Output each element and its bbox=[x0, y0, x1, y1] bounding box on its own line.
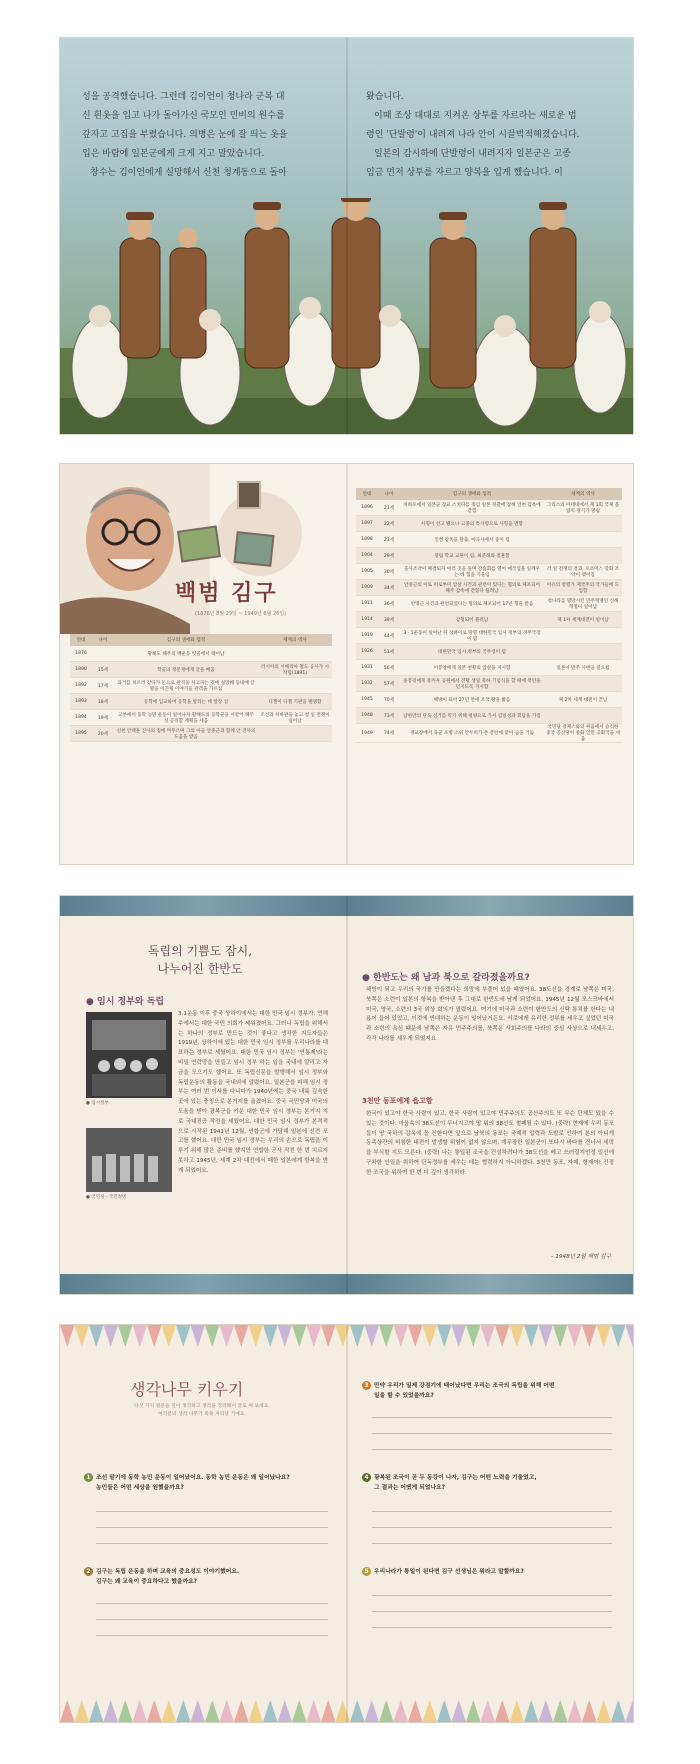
answer-line[interactable] bbox=[372, 1595, 612, 1596]
table-cell: 동학에 입교하여 동학을 알리는 데 앞장 섬 bbox=[114, 694, 258, 710]
border-triangle bbox=[437, 1325, 452, 1347]
table-row bbox=[356, 644, 622, 660]
border-triangle bbox=[510, 1700, 525, 1722]
border-triangle bbox=[539, 1325, 554, 1347]
border-triangle bbox=[162, 1700, 177, 1722]
border-triangle bbox=[234, 1700, 249, 1722]
table-cell: 해방이 되어 27년 만에 조국 땅을 밟음 bbox=[400, 692, 544, 708]
border-triangle bbox=[89, 1325, 104, 1347]
table-cell: 인천 감옥을 탈출, 마곡사에서 중이 됨 bbox=[400, 532, 544, 548]
intro-text bbox=[112, 1403, 292, 1419]
table-cell: 73세 bbox=[378, 708, 400, 724]
question-text: 김구는 왜 교육이 중요하다고 했을까요? bbox=[96, 1579, 198, 1585]
table-row bbox=[356, 580, 622, 596]
section-title bbox=[100, 942, 300, 978]
question-5 bbox=[362, 1567, 618, 1577]
table-cell: 이봉창에게 일본 천황의 암살을 지시함 bbox=[400, 660, 544, 676]
table-row bbox=[356, 532, 622, 548]
table-cell: 1911 bbox=[356, 596, 378, 612]
timeline-table-left bbox=[70, 634, 332, 742]
table-cell: 1914 bbox=[356, 612, 378, 628]
table-cell: 18세 bbox=[92, 694, 114, 710]
col-header: 세계의 역사 bbox=[544, 488, 622, 500]
table-cell: 을사조약이 체결되자 여러 곳을 돌며 강습회를 열어 애국심을 일깨우는 데 힘을 기울임 bbox=[400, 564, 544, 580]
border-triangle bbox=[60, 1700, 75, 1722]
answer-line[interactable] bbox=[96, 1603, 328, 1604]
border-triangle bbox=[452, 1700, 467, 1722]
table-row bbox=[356, 596, 622, 612]
table-cell bbox=[258, 646, 332, 662]
border-triangle bbox=[553, 1325, 568, 1347]
border-triangle bbox=[495, 1325, 510, 1347]
answer-line[interactable] bbox=[372, 1611, 612, 1612]
table-cell: 1897 bbox=[356, 516, 378, 532]
question-text: 만약 우리가 일제 강점기에 태어났다면 우리는 조국의 독립을 위해 어떤 bbox=[374, 1383, 555, 1389]
border-triangle bbox=[292, 1325, 307, 1347]
table-cell: 안명근 사건과 관련되었다는 혐의로 체포되어 17년 형을 받음 bbox=[400, 596, 544, 612]
table-cell: 1895 bbox=[70, 726, 92, 742]
border-triangle bbox=[147, 1700, 162, 1722]
table-cell: 1892 bbox=[70, 678, 92, 694]
border-triangle bbox=[510, 1325, 525, 1347]
table-cell: 디젤이 디젤 기관을 발명함 bbox=[258, 694, 332, 710]
question-text: 조선 말기에 동학 농민 운동이 일어났어요. 동학 농민 운동은 왜 일어났나요? bbox=[96, 1475, 290, 1481]
text-line: 성을 공격했습니다. 그런데 김이언이 청나라 군복 대 bbox=[82, 92, 285, 102]
table-cell: 19세 bbox=[92, 710, 114, 726]
book-spread-4 bbox=[60, 1325, 633, 1722]
table-cell: 국민당 장제스와의 싸움에서 승리한 중국 공산당이 중화 인민 공화국을 세움 bbox=[544, 724, 622, 743]
table-row bbox=[356, 660, 622, 676]
section-heading-provisional-government: ● 임시 정부와 독립 bbox=[86, 997, 165, 1007]
table-row bbox=[356, 516, 622, 532]
question-4 bbox=[362, 1473, 618, 1493]
table-cell: 15세 bbox=[92, 662, 114, 678]
border-triangle bbox=[568, 1325, 583, 1347]
restoration-army-photo bbox=[86, 1128, 172, 1192]
table-cell: 57세 bbox=[378, 676, 400, 692]
border-triangle bbox=[611, 1325, 626, 1347]
table-cell: 1894 bbox=[70, 710, 92, 726]
table-cell: 29세 bbox=[378, 548, 400, 564]
border-triangle bbox=[539, 1700, 554, 1722]
table-cell: 대한민국 임시 정부의 국무령이 됨 bbox=[400, 644, 544, 660]
table-cell: 1896 bbox=[356, 500, 378, 516]
table-cell bbox=[544, 644, 622, 660]
page-gutter bbox=[346, 464, 348, 864]
question-text: 광복된 조국이 곧 두 동강이 나자, 김구는 어떤 노력을 기울였고, bbox=[374, 1475, 537, 1481]
border-triangle bbox=[205, 1700, 220, 1722]
col-header: 세계의 역사 bbox=[258, 634, 332, 646]
border-triangle bbox=[553, 1700, 568, 1722]
book-spread-3 bbox=[60, 896, 633, 1294]
question-text: 그 결과는 어땠게 되었나요? bbox=[374, 1485, 446, 1491]
answer-line[interactable] bbox=[96, 1619, 328, 1620]
table-cell bbox=[544, 548, 622, 564]
col-header: 연대 bbox=[356, 488, 378, 500]
page-gutter bbox=[346, 38, 348, 434]
question-text: 일을 할 수 있었을까요? bbox=[374, 1393, 434, 1399]
book-spread-2 bbox=[60, 464, 633, 864]
table-cell: 22세 bbox=[378, 516, 400, 532]
answer-line[interactable] bbox=[96, 1635, 328, 1636]
border-triangle bbox=[60, 1325, 75, 1347]
table-header-row bbox=[70, 634, 332, 646]
table-cell: 1949 bbox=[356, 724, 378, 743]
border-triangle bbox=[452, 1325, 467, 1347]
table-cell: 안중근의 이토 히로부미 암살 사건과 관련이 있다는 혐의로 체포되어 해주 감옥에 갇혔다 풀려남 bbox=[400, 580, 544, 596]
border-triangle bbox=[249, 1325, 264, 1347]
table-cell: 44세 bbox=[378, 628, 400, 644]
life-dates: (1876년 8월 29일 ~ 1949년 6월 26일) bbox=[195, 611, 287, 617]
title-line: 나누어진 한반도 bbox=[157, 962, 243, 976]
table-cell: 광림 학교 교원이 됨, 최준례와 결혼함 bbox=[400, 548, 544, 564]
border-triangle bbox=[379, 1700, 394, 1722]
question-2 bbox=[84, 1567, 334, 1587]
table-cell bbox=[544, 628, 622, 644]
table-row bbox=[356, 612, 622, 628]
border-triangle bbox=[220, 1700, 235, 1722]
table-cell: 1893 bbox=[70, 694, 92, 710]
question-number-badge: 4 bbox=[362, 1473, 371, 1482]
table-row bbox=[356, 692, 622, 708]
question-number-badge: 5 bbox=[362, 1567, 371, 1576]
border-triangle bbox=[263, 1700, 278, 1722]
table-cell: 20세 bbox=[92, 726, 114, 742]
border-triangle bbox=[365, 1700, 380, 1722]
border-triangle bbox=[104, 1325, 119, 1347]
border-triangle bbox=[191, 1700, 206, 1722]
quote-text: 한국이 있고야 한국 사람이 있고, 한국 사람이 있고야 민주주의도 공산주의도 또 무슨 단체도 있을 수 있는 것이다. 마음속의 38도선이 무너지고야 땅 위의 38선도 철폐될 수 있다. (중략) 현재에 우리 동포들이 땅 국하의 감옥에 돌 진한다면 앞으로 남북의 동포는 국제적 압력과 도발로 인하여 본의 아니게 동족상잔의 비참한 내전이 발생할 위험이 없지 않으며, 재무장한 일본군이 또다시 바다를 건너서 세력을 부식할 지도 모른다. (중략) 나는 통일된 조국을 건설하려다가 38도선을 베고 쓰러질지언정 일신에 구차한 안일을 취하여 단독정부를 세우는 데는 협력하지 아니하겠다. 3천만 동포, 자매, 형제여! 진정한 조국을 위하여 한 번 더 깊이 생각하라. bbox=[366, 1111, 614, 1176]
quote-source: – 1948년 2월 백범 김구 bbox=[550, 1254, 611, 1260]
page-gutter bbox=[346, 1325, 348, 1722]
table-cell bbox=[544, 676, 622, 692]
answer-line[interactable] bbox=[96, 1543, 328, 1544]
portrait-illustration bbox=[60, 464, 346, 634]
border-triangle bbox=[365, 1325, 380, 1347]
page-title: 생각나무 키우기 bbox=[130, 1380, 244, 1399]
text-line: 령인 '단발령'이 내려져 나라 안이 시끌벅적해졌습니다. bbox=[366, 130, 580, 140]
table-cell bbox=[544, 708, 622, 724]
title-line: 독립의 기쁨도 잠시, bbox=[147, 944, 253, 958]
border-triangle bbox=[176, 1700, 191, 1722]
section-body-text: 3.1운동 이후 중국 상하이에서는 대한 민국 임시 정부가, 연해주에서는 대한 국민 의회가 세워졌어요. 그러나 독립을 위해서는 하나의 정부로 만드는 것이 좋다고 생각한 지도자들은 1919년, 상하이에 있는 대한 민국 임시 정부를 우리나라를 대표하는 정부로 세웠어요. 대한 민국 임시 정부는 '연통제'라는 비밀 연락망을 만들고 임시 정부 하는 일을 국내에 알리고 자금을 모으기도 했어요. 또 독립신문을 발행해서 임시 정부와 독립운동의 활동을 국내외에 알렸어요. 일본군을 피해 임시 정부는 여러 번 이사를 다니다가 1940년에는 중국 내륙 깊숙한 곳에 있는 충칭으로 본거지를 옮겼어요. 중국 국민당과 미국의 도움을 받아 광복군을 키운 대한 민국 임시 정부는 본거지 지로 국내진공 작전을 세웠어요. 대한 민국 임시 정부가 본격적으로 시작된 1941년 12월, 연합군에 가담해 일본에 선전 포고를 했어요. 대한 민국 임시 정부는 우리의 손으로 독립을 이루기 위해 많은 준비를 했지만 연합한 군사 작전 한 번 치르지 못하고 1945년, 세계 2차 대전에서 패한 일본에게 항복을 받게 되었어요. bbox=[178, 1011, 328, 1174]
table-row bbox=[70, 694, 332, 710]
border-triangle bbox=[162, 1325, 177, 1347]
border-triangle bbox=[133, 1700, 148, 1722]
table-cell: 이유의 항렬가 제국주의 국가들에 도입함 bbox=[544, 580, 622, 596]
text-line: 신 흰옷을 입고 나가 돌아가신 국모인 민비의 원수를 bbox=[82, 111, 285, 121]
border-triangle bbox=[147, 1325, 162, 1347]
border-triangle bbox=[466, 1700, 481, 1722]
border-triangle bbox=[278, 1325, 293, 1347]
table-cell: 56세 bbox=[378, 660, 400, 676]
table-cell: 30세 bbox=[378, 564, 400, 580]
photo-caption: ● 국민정 - 국민정병 bbox=[86, 1195, 127, 1200]
intro-line: 다섯 가지 질문을 깊이 생각하고 생각을 정리해서 글로 써 보세요. bbox=[134, 1404, 270, 1409]
intro-line: 여러분의 생각 나무가 쑥쑥 자라날 거예요. bbox=[158, 1412, 246, 1417]
table-cell: 황해도 해주의 백운동 텃골에서 태어남 bbox=[114, 646, 258, 662]
border-triangle bbox=[481, 1700, 496, 1722]
table-cell: 1898 bbox=[356, 532, 378, 548]
quote-heading: 3천만 동포에게 읍고함 bbox=[362, 1097, 433, 1105]
border-triangle bbox=[307, 1325, 322, 1347]
border-triangle bbox=[205, 1325, 220, 1347]
table-row bbox=[356, 564, 622, 580]
table-cell: 1926 bbox=[356, 644, 378, 660]
answer-line[interactable] bbox=[372, 1543, 612, 1544]
border-triangle bbox=[89, 1700, 104, 1722]
text-line: 이때 조상 대대로 지켜온 상투를 자르라는 새로운 법 bbox=[374, 111, 577, 121]
border-triangle bbox=[220, 1325, 235, 1347]
table-cell: 36세 bbox=[378, 596, 400, 612]
table-cell: 39세 bbox=[378, 612, 400, 628]
table-row bbox=[356, 676, 622, 692]
table-cell: 3 · 1운동이 일어난 뒤 상하이로 망명 대한민국 임시 정부의 경무국장이 됨 bbox=[400, 628, 544, 644]
table-cell: 1905 bbox=[356, 564, 378, 580]
border-triangle bbox=[118, 1325, 133, 1347]
border-triangle bbox=[104, 1700, 119, 1722]
table-cell bbox=[544, 532, 622, 548]
table-cell: 일본이 만주 사변을 일으킴 bbox=[544, 660, 622, 676]
col-header: 나이 bbox=[378, 488, 400, 500]
answer-line[interactable] bbox=[372, 1511, 612, 1512]
table-cell: 윤봉길에게 흥커우 공원에서 전황 생일 축하 기념식을 할 때에 폭탄을 던지도록 지시함 bbox=[400, 676, 544, 692]
question-3 bbox=[362, 1381, 618, 1401]
table-cell: 사형이 선고 됐으나 고종의 특사령으로 사형을 면함 bbox=[400, 516, 544, 532]
border-triangle bbox=[321, 1325, 336, 1347]
border-triangle bbox=[75, 1700, 90, 1722]
table-cell: 치하포에서 일본군 장교 스치다를 죽임 일본 경찰에 잡혀 인천 감옥에 갇힘 bbox=[400, 500, 544, 516]
border-triangle bbox=[568, 1700, 583, 1722]
table-cell: 1931 bbox=[356, 660, 378, 676]
border-triangle bbox=[495, 1700, 510, 1722]
table-cell: 제 1차 세계대전이 일어남 bbox=[544, 612, 622, 628]
border-triangle bbox=[321, 1700, 336, 1722]
table-cell: 신천 안태훈 진사의 집에 머무르며 그의 아들 안중근과 함께 안 진사의 도움을 받음 bbox=[114, 726, 258, 742]
table-cell: 제 2차 세계 대전이 끝남 bbox=[544, 692, 622, 708]
answer-line[interactable] bbox=[372, 1449, 612, 1450]
question-number-badge: 1 bbox=[84, 1473, 93, 1482]
table-cell: 17세 bbox=[92, 678, 114, 694]
table-cell: 청나라를 멸망시킨 민주혁명인 신해혁명이 일어남 bbox=[544, 596, 622, 612]
provisional-government-photo bbox=[86, 1012, 172, 1098]
border-triangle bbox=[75, 1325, 90, 1347]
border-triangle bbox=[466, 1325, 481, 1347]
table-cell bbox=[544, 516, 622, 532]
question-text: 우리나라가 통일이 된다면 김구 선생님은 뭐라고 말할까요? bbox=[374, 1569, 524, 1575]
border-triangle bbox=[234, 1325, 249, 1347]
border-triangle bbox=[292, 1700, 307, 1722]
border-triangle bbox=[263, 1325, 278, 1347]
answer-line[interactable] bbox=[372, 1433, 612, 1434]
answer-line[interactable] bbox=[372, 1527, 612, 1528]
table-cell: 과거를 치르러 갔다가 돈으로 관직을 사고파는 것에 실망해 동네에 글방을 이끈채 이야기들 관객을 가르침 bbox=[114, 678, 258, 694]
border-triangle bbox=[408, 1325, 423, 1347]
border-triangle bbox=[524, 1325, 539, 1347]
border-triangle bbox=[307, 1700, 322, 1722]
table-cell bbox=[258, 678, 332, 694]
table-cell: 1909 bbox=[356, 580, 378, 596]
border-triangle bbox=[133, 1325, 148, 1347]
table-row bbox=[70, 662, 332, 678]
table-row bbox=[356, 548, 622, 564]
table-row bbox=[70, 646, 332, 662]
answer-line[interactable] bbox=[372, 1627, 612, 1628]
photo-caption: ● 임시정부 bbox=[86, 1101, 109, 1106]
text-line: 왔습니다. bbox=[366, 92, 404, 102]
border-triangle bbox=[582, 1325, 597, 1347]
table-row bbox=[356, 500, 622, 516]
border-triangle bbox=[278, 1700, 293, 1722]
table-cell: 1932 bbox=[356, 676, 378, 692]
table-cell: 1904 bbox=[356, 548, 378, 564]
text-line: 임금 먼저 상투를 자르고 양복을 입게 했습니다. 이 bbox=[366, 168, 563, 178]
border-triangle bbox=[394, 1700, 409, 1722]
table-cell: 70세 bbox=[378, 692, 400, 708]
table-cell: 학골의 정문재에게 글을 배움 bbox=[114, 662, 258, 678]
border-triangle bbox=[423, 1700, 438, 1722]
section-body-text: 해방이 되고 우리의 국가를 만들겠다는 희망에 부풀어 있을 때였어요. 38도선을 경계로 남쪽은 미국, 북쪽은 소련이 일본의 항복을 받아낸 후 그대로 한반도에 남게 되었어요. 1945년 12월 모스크바에서 미국, 영국, 소련의 3국 외상 회의가 열렸어요. 여기에 미국과 소련이 한반도의 신탁 통치를 한다는 내용이 들어 있었고, 이것에 반대하는 운동이 일어났거든요. 서로에게 유리한 정부를 세우고 싶었던 미국과 소련의 욕심 때문에 남쪽은 자유 민주주의를, 북쪽은 사회주의를 나라의 중심 사상으로 내세우고, 각각 나라를 세우게 되었지요. bbox=[366, 987, 614, 1042]
table-cell: 고부에서 동학 농민 운동이 일어나자 황해도의 동학군을 이끌어 해주성 공격할 계획을 세움 bbox=[114, 710, 258, 726]
border-triangle bbox=[249, 1700, 264, 1722]
table-cell: 21세 bbox=[378, 500, 400, 516]
table-row bbox=[70, 678, 332, 694]
left-page-text bbox=[82, 88, 332, 183]
question-number-badge: 2 bbox=[84, 1567, 93, 1576]
table-cell: 1890 bbox=[70, 662, 92, 678]
border-triangle bbox=[437, 1700, 452, 1722]
table-cell: 1876 bbox=[70, 646, 92, 662]
right-page-text bbox=[366, 88, 616, 183]
table-cell: 러시아의 시베리아 철도 공사가 시작됨(1891) bbox=[258, 662, 332, 678]
border-triangle bbox=[597, 1700, 612, 1722]
table-cell: 34세 bbox=[378, 580, 400, 596]
table-row bbox=[356, 708, 622, 724]
answer-line[interactable] bbox=[96, 1511, 328, 1512]
section-heading-division: ● 한반도는 왜 남과 북으로 갈라졌을까요? bbox=[362, 973, 530, 983]
table-cell: 러 일 전쟁의 결과, 포츠머스 강화 조약이 맺어짐 bbox=[544, 564, 622, 580]
border-triangle bbox=[379, 1325, 394, 1347]
table-cell bbox=[258, 726, 332, 742]
table-cell: 감형되어 풀려남 bbox=[400, 612, 544, 628]
table-cell: 23세 bbox=[378, 532, 400, 548]
text-line: 갚자고 고집을 부렸습니다. 의병은 눈에 잘 띄는 옷을 bbox=[82, 130, 288, 140]
table-row bbox=[356, 724, 622, 743]
table-row bbox=[70, 726, 332, 742]
page-title: 백범 김구 bbox=[175, 580, 278, 606]
book-spread-1 bbox=[60, 38, 633, 434]
question-number-badge: 3 bbox=[362, 1381, 371, 1390]
table-cell: 남한만의 단독 선거를 막기 위해 평양으로 가서 김일성과 회담을 가짐 bbox=[400, 708, 544, 724]
table-cell: 조선과 치바관을 놓고 청 일 전쟁이 일어남 bbox=[258, 710, 332, 726]
border-triangle bbox=[611, 1700, 626, 1722]
answer-line[interactable] bbox=[372, 1417, 612, 1418]
border-triangle bbox=[626, 1700, 634, 1722]
question-1 bbox=[84, 1473, 334, 1493]
border-triangle bbox=[423, 1325, 438, 1347]
text-line: 일본의 감시하에 단발령이 내려지자 일본군은 고종 bbox=[374, 149, 571, 159]
border-triangle bbox=[118, 1700, 133, 1722]
table-cell: 1919 bbox=[356, 628, 378, 644]
col-header: 연대 bbox=[70, 634, 92, 646]
timeline-table-right bbox=[356, 488, 622, 743]
table-cell: 51세 bbox=[378, 644, 400, 660]
question-text: 농민들은 어떤 세상을 원했을까요? bbox=[96, 1485, 184, 1491]
col-header: 김구의 생애와 업적 bbox=[114, 634, 258, 646]
question-text: 김구는 독립 운동을 하며 교육의 중요성도 이야기했어요. bbox=[96, 1569, 240, 1575]
text-line: 창수는 김이언에게 실망해서 신천 청계동으로 돌아 bbox=[90, 168, 287, 178]
table-cell bbox=[92, 646, 114, 662]
table-row bbox=[356, 628, 622, 644]
border-triangle bbox=[582, 1700, 597, 1722]
border-triangle bbox=[191, 1325, 206, 1347]
border-triangle bbox=[597, 1325, 612, 1347]
page-gutter bbox=[346, 896, 348, 1294]
col-header: 나이 bbox=[92, 634, 114, 646]
border-triangle bbox=[481, 1325, 496, 1347]
border-triangle bbox=[408, 1700, 423, 1722]
border-triangle bbox=[176, 1325, 191, 1347]
text-line: 입은 바람에 일본군에게 크게 지고 말았습니다. bbox=[82, 149, 265, 159]
col-header: 김구의 생애와 업적 bbox=[400, 488, 544, 500]
border-triangle bbox=[350, 1325, 365, 1347]
table-cell: 1948 bbox=[356, 708, 378, 724]
table-row bbox=[70, 710, 332, 726]
border-triangle bbox=[626, 1325, 634, 1347]
border-triangle bbox=[394, 1325, 409, 1347]
border-triangle bbox=[350, 1700, 365, 1722]
table-cell: 경교장에서 육군 포병 소위 안두희가 쏜 총탄에 맞아 숨을 거둠 bbox=[400, 724, 544, 743]
table-header-row bbox=[356, 488, 622, 500]
border-triangle bbox=[524, 1700, 539, 1722]
answer-line[interactable] bbox=[96, 1527, 328, 1528]
table-cell: 그리스의 아테네에서 제 1회 국제 올림픽 경기가 열림 bbox=[544, 500, 622, 516]
table-cell: 74세 bbox=[378, 724, 400, 743]
table-cell: 1945 bbox=[356, 692, 378, 708]
